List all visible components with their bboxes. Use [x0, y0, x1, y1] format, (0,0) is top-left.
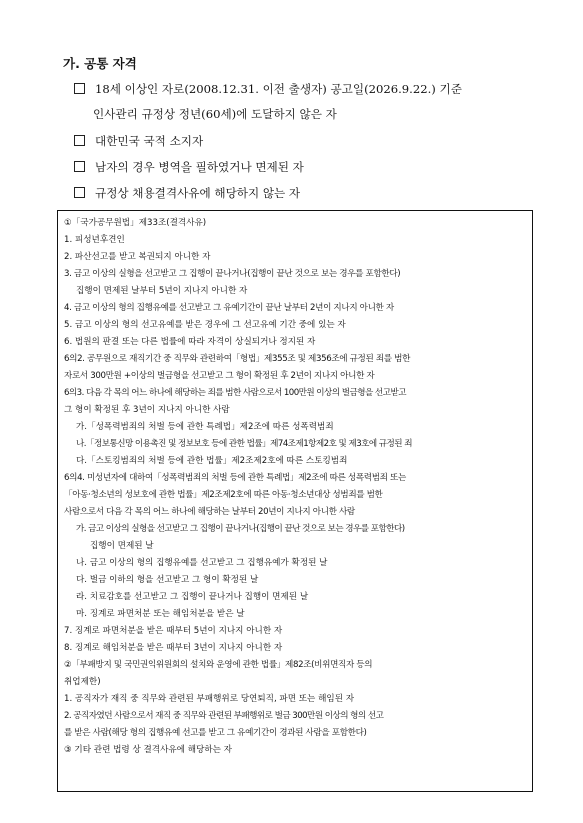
law-line: 5. 금고 이상의 형의 선고유예를 받은 경우에 그 선고유예 기간 중에 있는 자 [64, 320, 346, 330]
law-line: 2. 공직자였던 사람으로서 재직 중 직무와 관련된 부패행위로 벌금 300만원 이상의 형의 선고 [64, 711, 384, 721]
section-heading: 가. 공통 자격 [63, 56, 137, 71]
law-line: 8. 징계로 해임처분을 받은 때부터 3년이 지나지 아니한 자 [64, 643, 283, 653]
law-line: ①「국가공무원법」제33조(결격사유) [64, 218, 207, 228]
law-line: 를 받은 사람(해당 형의 집행유예 선고를 받고 그 유예기간이 경과된 사람을 포함한다) [64, 728, 367, 738]
law-line: 집행이 면제된 날부터 5년이 지나지 아니한 자 [76, 286, 248, 296]
law-line: 다.「스토킹범죄의 처벌 등에 관한 법률」제2조제2호에 따른 스토킹범죄 [76, 456, 348, 466]
law-line: 마. 징계로 파면처분 또는 해임처분을 받은 날 [76, 609, 245, 619]
checkbox-icon [74, 187, 85, 198]
law-line: 6의3. 다음 각 목의 어느 하나에 해당하는 죄를 범한 사람으로서 100만원 이상의 벌금형을 선고받고 [64, 388, 406, 398]
law-line: 「아동·청소년의 성보호에 관한 법률」제2조제2호에 따른 아동·청소년대상 성범죄를 범한 [64, 490, 383, 500]
checkbox-icon [74, 135, 85, 146]
requirement-text: 18세 이상인 자로(2008.12.31. 이전 출생자) 공고일(2026.9.22.) 기준 [95, 82, 462, 96]
law-line: 가. 금고 이상의 실형을 선고받고 그 집행이 끝나거나(집행이 끝난 것으로 보는 경우를 포함한다) [76, 524, 405, 534]
requirement-text: 규정상 채용결격사유에 해당하지 않는 자 [95, 186, 301, 200]
law-line: 2. 파산선고를 받고 복권되지 아니한 자 [64, 252, 211, 262]
law-line: 집행이 면제된 날 [90, 541, 154, 551]
law-line: 7. 징계로 파면처분을 받은 때부터 5년이 지나지 아니한 자 [64, 626, 283, 636]
requirement-item [74, 133, 203, 149]
law-line: 가.「성폭력범죄의 처벌 등에 관한 특례법」제2조에 따른 성폭력범죄 [76, 422, 334, 432]
law-line: 나. 금고 이상의 형의 집행유예를 선고받고 그 집행유예가 확정된 날 [76, 558, 328, 568]
disqualification-law-box [57, 210, 533, 792]
law-line: 라. 치료감호를 선고받고 그 집행이 끝나거나 집행이 면제된 날 [76, 592, 309, 602]
law-line: 다. 벌금 이하의 형을 선고받고 그 형이 확정된 날 [76, 575, 259, 585]
requirement-text-continued: 인사관리 규정상 정년(60세)에 도달하지 않은 자 [93, 107, 337, 121]
law-line: 그 형이 확정된 후 3년이 지나지 아니한 사람 [64, 405, 230, 415]
law-line: 6. 법원의 판결 또는 다른 법률에 따라 자격이 상실되거나 정지된 자 [64, 337, 316, 347]
requirement-text: 남자의 경우 병역을 필하였거나 면제된 자 [95, 160, 304, 174]
law-line: 자로서 300만원 +이상의 벌금형을 선고받고 그 형이 확정된 후 2년이 지나지 아니한 자 [64, 371, 375, 381]
law-line: ②「부패방지 및 국민권익위원회의 설치와 운영에 관한 법률」제82조(비위면직자 등의 [64, 660, 373, 670]
law-line: 3. 금고 이상의 실형을 선고받고 그 집행이 끝나거나(집행이 끝난 것으로 보는 경우를 포함한다) [64, 269, 401, 279]
law-line: 취업제한) [64, 677, 101, 687]
checkbox-icon [74, 161, 85, 172]
requirement-text: 대한민국 국적 소지자 [95, 134, 204, 148]
law-line: 4. 금고 이상의 형의 집행유예를 선고받고 그 유예기간이 끝난 날부터 2년이 지나지 아니한 자 [64, 303, 394, 313]
requirement-item [74, 81, 462, 97]
law-line: 1. 공직자가 재직 중 직무와 관련된 부패행위로 당연퇴직, 파면 또는 해임된 자 [64, 694, 355, 704]
requirement-item [74, 185, 300, 201]
requirement-item [74, 159, 304, 175]
checkbox-icon [74, 83, 85, 94]
law-line: 나.「정보통신망 이용촉진 및 정보보호 등에 관한 법률」제74조제1항제2호 및 제3호에 규정된 죄 [76, 439, 412, 449]
law-line: 1. 피성년후견인 [64, 235, 125, 245]
law-line: 사람으로서 다음 각 목의 어느 하나에 해당하는 날부터 20년이 지나지 아니한 사람 [64, 507, 355, 517]
law-line: 6의4. 미성년자에 대하여「성폭력범죄의 처벌 등에 관한 특례법」제2조에 따른 성폭력범죄 또는 [64, 473, 406, 483]
law-line: 6의2. 공무원으로 재직기간 중 직무와 관련하여「형법」제355조 및 제356조에 규정된 죄를 범한 [64, 354, 411, 364]
law-line: ③ 기타 관련 법령 상 결격사유에 해당하는 자 [64, 745, 232, 755]
